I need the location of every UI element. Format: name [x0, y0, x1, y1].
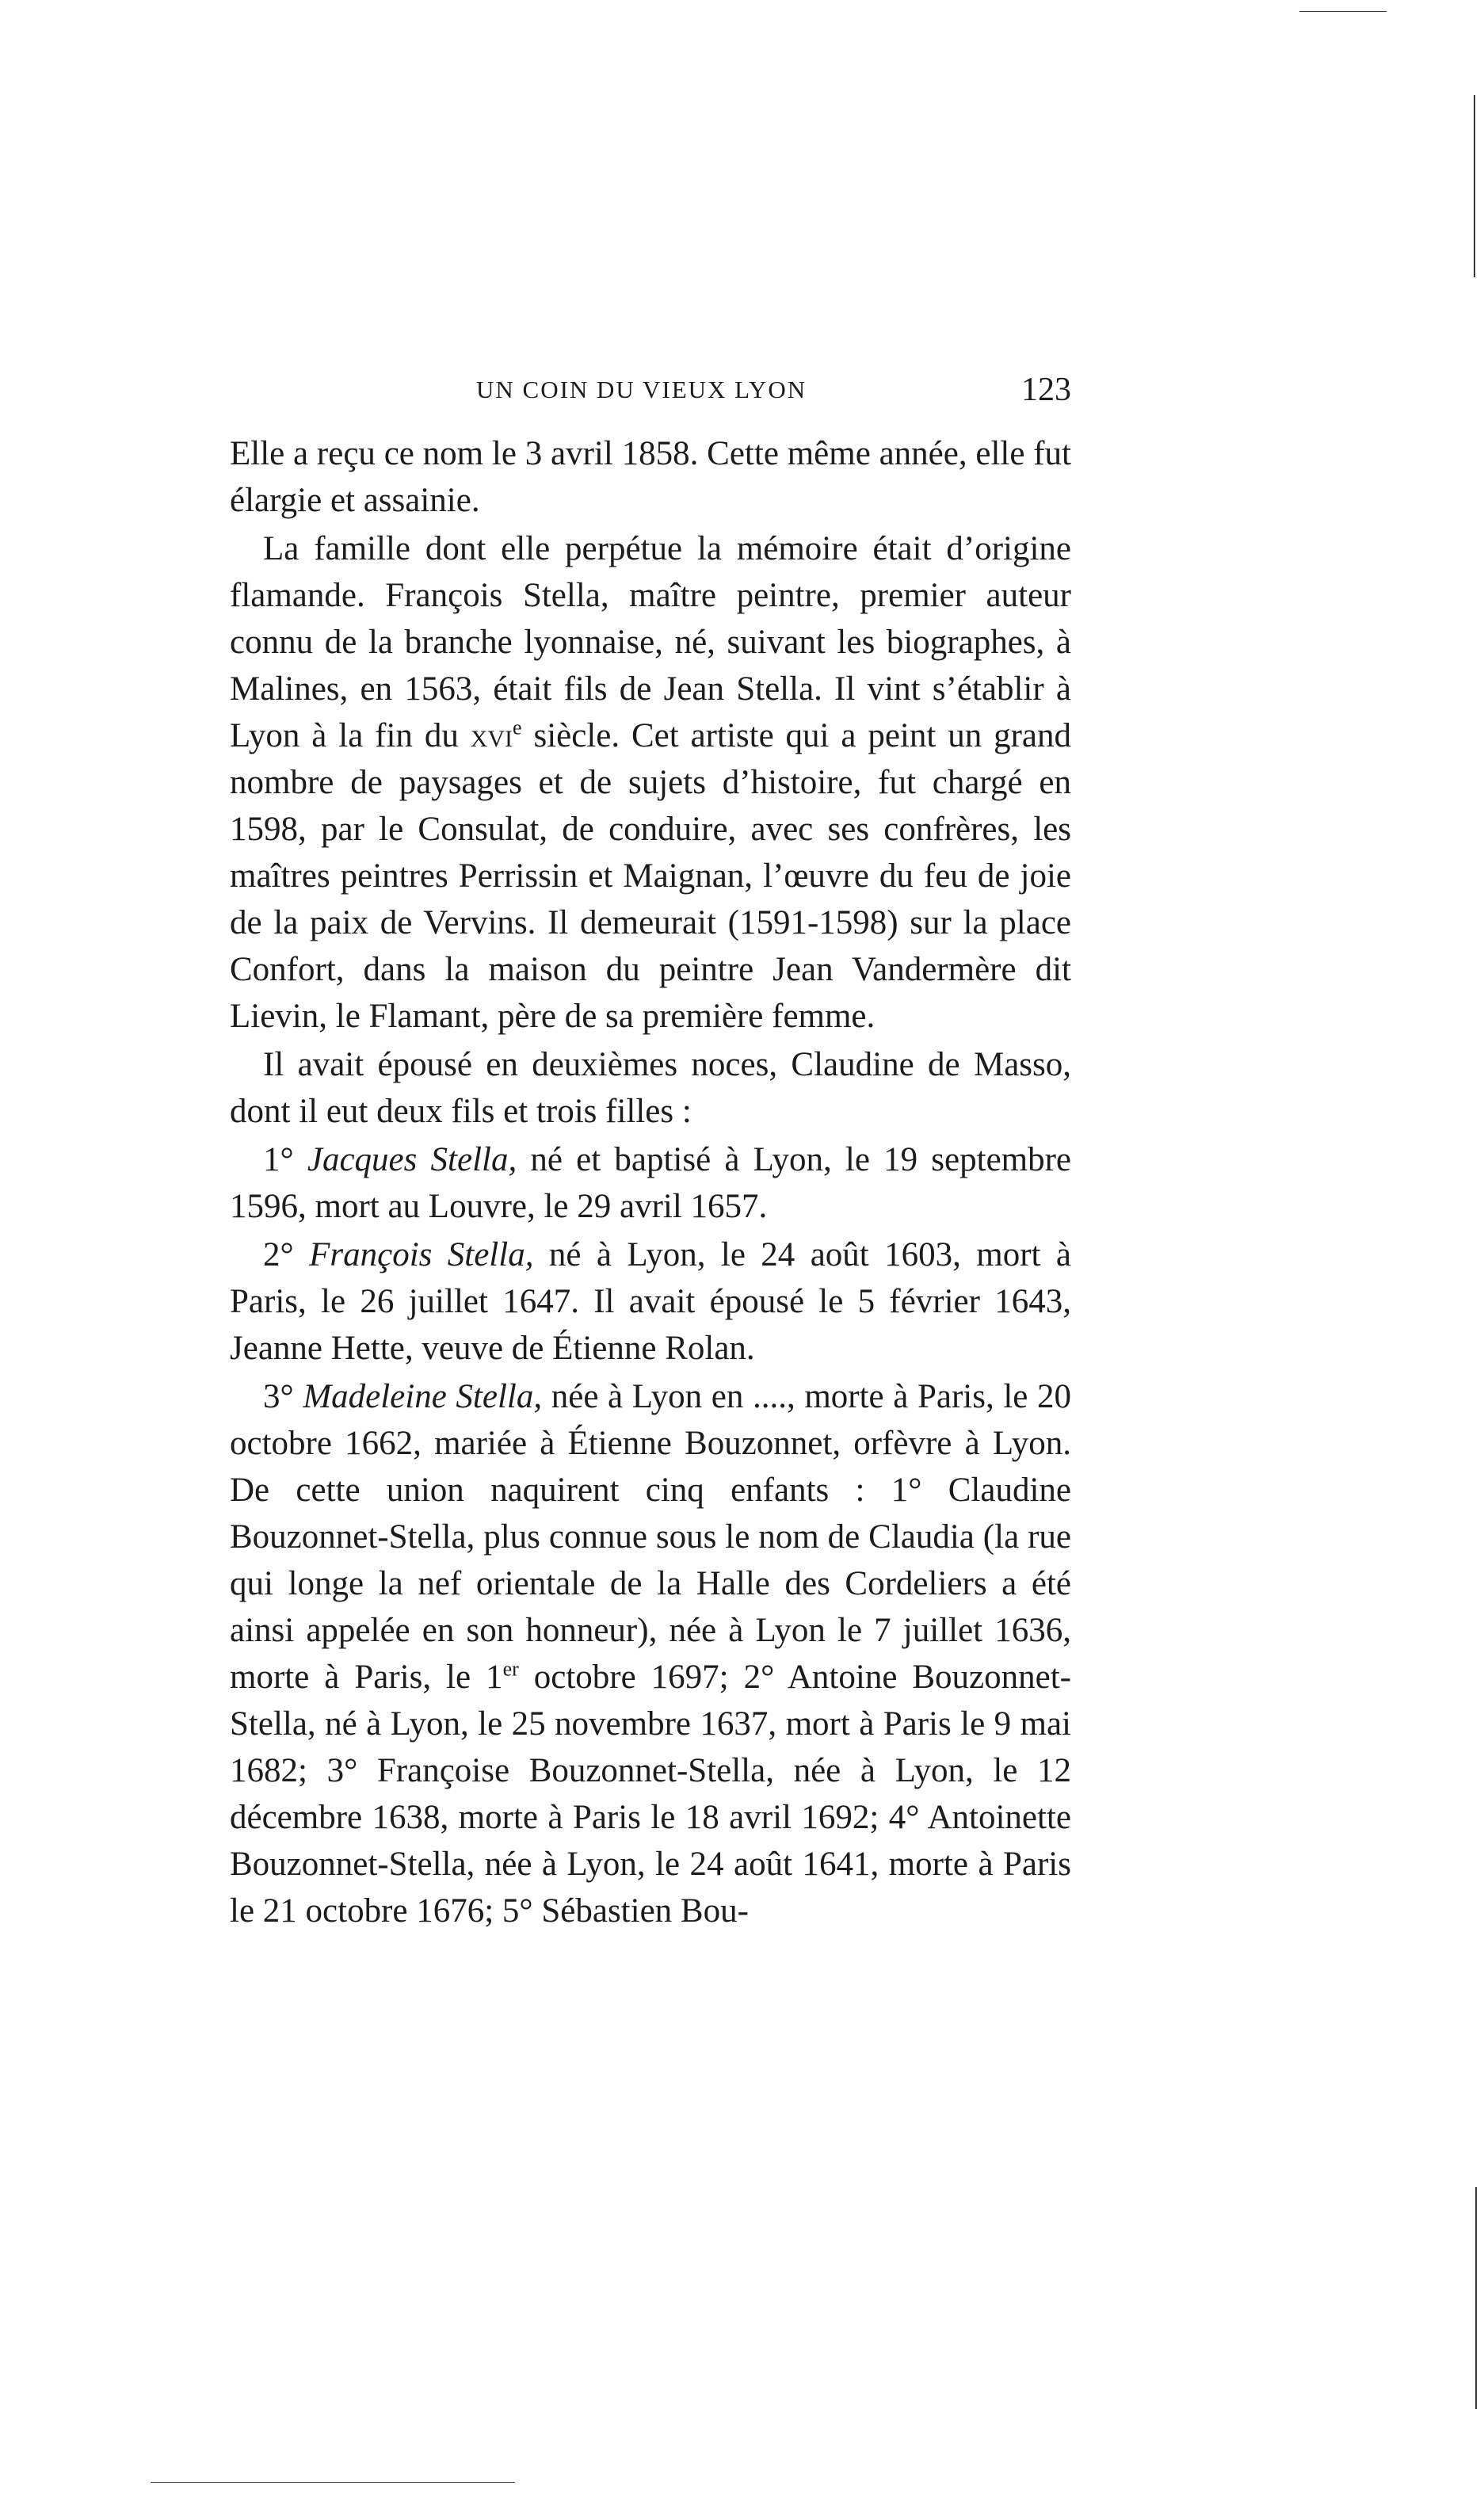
paragraph-second-marriage: Il avait épousé en deuxièmes noces, Claudine de Masso, dont il eut deux fils et trois filles : [230, 1046, 1071, 1130]
ordinal-superscript: er [502, 1657, 519, 1681]
paragraph-street-name: Elle a reçu ce nom le 3 avril 1858. Cette même année, elle fut élargie et assainie. [230, 435, 1071, 519]
list-number: 1° [263, 1141, 294, 1178]
paragraph-stella-family [230, 525, 1071, 1040]
scan-edge-top [1299, 11, 1387, 12]
list-text: né à Lyon, le 24 août 1603, mort à Paris, le 26 juillet 1647. Il avait épousé le 5 février 1643, Jeanne Hette, veuve de Étienne Rolan. [230, 1236, 1071, 1367]
running-title: UN COIN DU VIEUX LYON [476, 376, 807, 403]
main-text [230, 430, 1071, 1934]
person-name: Jacques Stella, [307, 1141, 517, 1178]
list-number: 3° [263, 1378, 294, 1415]
page-header [230, 371, 1071, 418]
list-item-francois-stella [230, 1231, 1071, 1372]
list-text: octobre 1697; 2° Antoine Bouzonnet-Stella, né à Lyon, le 25 novembre 1637, mort à Paris le 9 mai 1682; 3° Françoise Bouzonnet-Stella, née à Lyon, le 12 décembre 1638, morte à Paris le 18 avril 1692; 4° Antoinette Bouzonnet-Stella, née à Lyon, le 24 août 1641, morte à Paris le 21 octobre 1676; 5° Sébastien Bou- [230, 1659, 1071, 1930]
list-item-jacques-stella [230, 1136, 1071, 1230]
century-numeral: xvi [470, 717, 513, 754]
page-number: 123 [1021, 372, 1071, 408]
list-item-madeleine-stella [230, 1373, 1071, 1934]
scan-edge-right-bottom [1475, 2187, 1477, 2409]
list-text: né et baptisé à Lyon, le 19 septembre 1596, mort au Louvre, le 29 avril 1657. [230, 1141, 1072, 1225]
century-superscript: e [513, 716, 522, 739]
paragraph-text: La famille dont elle perpétue la mémoire était d’origine flamande. François Stella, maître peintre, premier auteur connu de la branche lyonnaise, né, suivant les biographes, à Malines, en 1563, était fils de Jean Stella. Il vint s’établir à Lyon à la fin du [230, 530, 1071, 754]
list-text: née à Lyon en ...., morte à Paris, le 20 octobre 1662, mariée à Étienne Bouzonnet, orfèvre à Lyon. De cette union naquirent cinq enfants : 1° Claudine Bouzonnet-Stella, plus connue sous le nom de Claudia (la rue qui longe la nef orientale de la Halle des Cordeliers a été ainsi appelée en son honneur), née à Lyon le 7 juillet 1636, morte à Paris, le 1 [230, 1378, 1071, 1696]
person-name: François Stella, [309, 1236, 534, 1273]
list-number: 2° [263, 1236, 294, 1273]
paragraph-text: siècle. Cet artiste qui a peint un grand nombre de paysages et de sujets d’histoire, fut chargé en 1598, par le Consulat, de conduire, avec ses confrères, les maîtres peintres Perrissin et Maignan, l’œuvre du feu de joie de la paix de Vervins. Il demeurait (1591-1598) sur la place Confort, dans la maison du peintre Jean Vandermère dit Lievin, le Flamant, père de sa première femme. [230, 717, 1072, 1035]
scan-edge-right-top [1474, 95, 1475, 277]
scan-edge-bottom [151, 2482, 515, 2483]
person-name: Madeleine Stella, [303, 1378, 543, 1415]
